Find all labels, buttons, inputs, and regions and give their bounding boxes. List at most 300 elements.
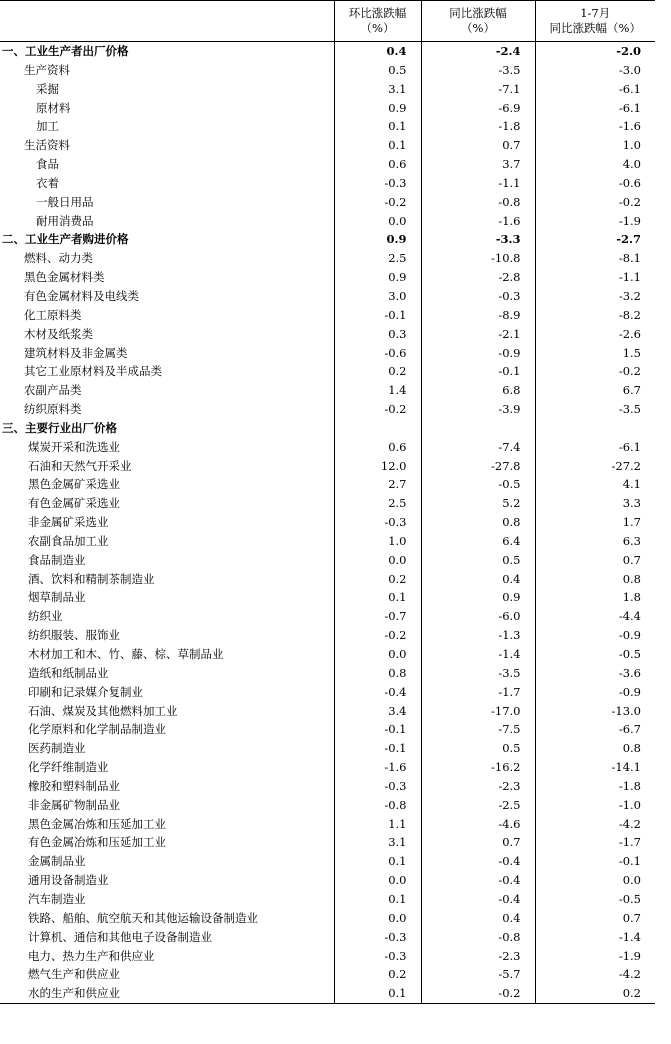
row-yoy-value: -0.5 — [421, 475, 535, 494]
table-row — [0, 984, 655, 1003]
row-ytd-value: -1.9 — [535, 947, 655, 966]
row-mom-value: 2.7 — [334, 475, 421, 494]
row-ytd-value: 0.2 — [535, 984, 655, 1003]
row-ytd-value: 1.7 — [535, 513, 655, 532]
row-yoy-value: -4.6 — [421, 815, 535, 834]
row-yoy-value: -1.1 — [421, 174, 535, 193]
table-row — [0, 306, 655, 325]
row-label-cell — [0, 965, 334, 984]
row-label: 金属制品业 — [28, 854, 86, 869]
row-mom-value: 1.0 — [334, 532, 421, 551]
row-label: 酒、饮料和精制茶制造业 — [28, 571, 155, 586]
row-label: 造纸和纸制品业 — [28, 665, 109, 680]
row-mom-value: 3.1 — [334, 833, 421, 852]
row-yoy-value: -7.1 — [421, 80, 535, 99]
header-mom-line-2: （%） — [360, 21, 395, 35]
row-label-cell — [0, 438, 334, 457]
row-mom-value: 0.5 — [334, 61, 421, 80]
row-yoy-value: -7.4 — [421, 438, 535, 457]
row-yoy-value: -6.0 — [421, 607, 535, 626]
row-label-cell — [0, 99, 334, 118]
row-label-cell — [0, 513, 334, 532]
row-yoy-value: -0.3 — [421, 287, 535, 306]
header-ytd-line-2: 同比涨跌幅（%） — [549, 21, 641, 35]
row-yoy-value: 0.7 — [421, 833, 535, 852]
row-ytd-value: -2.0 — [535, 42, 655, 61]
row-mom-value: 3.1 — [334, 80, 421, 99]
row-mom-value: -0.7 — [334, 607, 421, 626]
row-label: 黑色金属材料类 — [24, 270, 105, 285]
row-yoy-value: -0.4 — [421, 890, 535, 909]
table-row — [0, 645, 655, 664]
row-mom-value: 0.9 — [334, 268, 421, 287]
row-label: 非金属矿物制品业 — [28, 797, 120, 812]
row-label: 生活资料 — [24, 138, 70, 153]
table-row — [0, 494, 655, 513]
row-yoy-value: -1.3 — [421, 626, 535, 645]
row-label-cell — [0, 61, 334, 80]
header-yoy-line-1: 同比涨跌幅 — [449, 6, 507, 20]
table-row — [0, 381, 655, 400]
row-label: 耐用消费品 — [36, 213, 94, 228]
table-row — [0, 570, 655, 589]
row-ytd-value: -8.1 — [535, 249, 655, 268]
row-label: 医药制造业 — [28, 741, 86, 756]
row-yoy-value: -0.8 — [421, 193, 535, 212]
table-row — [0, 193, 655, 212]
row-ytd-value: -14.1 — [535, 758, 655, 777]
table-row — [0, 758, 655, 777]
row-mom-value: -0.3 — [334, 174, 421, 193]
row-mom-value: -0.3 — [334, 947, 421, 966]
row-yoy-value: -27.8 — [421, 457, 535, 476]
row-ytd-value: -0.9 — [535, 683, 655, 702]
row-mom-value: 1.1 — [334, 815, 421, 834]
row-ytd-value: -1.6 — [535, 117, 655, 136]
header-label-cell — [0, 1, 334, 42]
row-label-cell — [0, 909, 334, 928]
row-label: 黑色金属矿采选业 — [28, 477, 120, 492]
row-label-cell — [0, 664, 334, 683]
row-label: 水的生产和供应业 — [28, 986, 120, 1001]
row-yoy-value: -10.8 — [421, 249, 535, 268]
row-label: 化工原料类 — [24, 307, 82, 322]
table-row — [0, 796, 655, 815]
row-label: 纺织服装、服饰业 — [28, 628, 120, 643]
row-label-cell — [0, 362, 334, 381]
row-ytd-value: -0.1 — [535, 852, 655, 871]
row-mom-value: -0.8 — [334, 796, 421, 815]
row-label: 原材料 — [36, 100, 71, 115]
row-yoy-value: -1.6 — [421, 212, 535, 231]
table-row — [0, 664, 655, 683]
row-yoy-value: 0.4 — [421, 570, 535, 589]
row-ytd-value: 6.7 — [535, 381, 655, 400]
row-yoy-value: -2.5 — [421, 796, 535, 815]
table-row — [0, 890, 655, 909]
row-label: 煤炭开采和洗选业 — [28, 439, 120, 454]
row-label: 一般日用品 — [36, 194, 94, 209]
row-ytd-value: -1.9 — [535, 212, 655, 231]
row-mom-value: -0.3 — [334, 777, 421, 796]
row-yoy-value: -5.7 — [421, 965, 535, 984]
row-yoy-value: -0.9 — [421, 344, 535, 363]
row-ytd-value: 0.0 — [535, 871, 655, 890]
row-mom-value: 0.2 — [334, 570, 421, 589]
row-label-cell — [0, 230, 334, 249]
row-mom-value: 3.0 — [334, 287, 421, 306]
row-ytd-value: -1.0 — [535, 796, 655, 815]
row-yoy-value: 0.9 — [421, 588, 535, 607]
row-label: 化学原料和化学制品制造业 — [28, 722, 166, 737]
row-mom-value: 0.9 — [334, 99, 421, 118]
row-yoy-value — [421, 419, 535, 438]
row-label: 食品制造业 — [28, 552, 86, 567]
row-ytd-value: -3.2 — [535, 287, 655, 306]
table-row — [0, 532, 655, 551]
row-yoy-value: 6.8 — [421, 381, 535, 400]
header-ytd — [535, 1, 655, 42]
row-ytd-value: -0.2 — [535, 362, 655, 381]
table-row — [0, 871, 655, 890]
header-yoy-line-2: （%） — [461, 21, 495, 35]
row-yoy-value: -17.0 — [421, 702, 535, 721]
row-label-cell — [0, 381, 334, 400]
row-mom-value: -0.2 — [334, 193, 421, 212]
row-label: 石油和天然气开采业 — [28, 458, 132, 473]
row-label: 加工 — [36, 119, 59, 134]
row-label: 三、主要行业出厂价格 — [2, 420, 117, 435]
row-ytd-value: -0.2 — [535, 193, 655, 212]
row-label-cell — [0, 419, 334, 438]
row-yoy-value: -16.2 — [421, 758, 535, 777]
row-label-cell — [0, 607, 334, 626]
row-label-cell — [0, 268, 334, 287]
row-ytd-value: -6.1 — [535, 80, 655, 99]
row-mom-value: -0.4 — [334, 683, 421, 702]
row-label: 一、工业生产者出厂价格 — [2, 44, 129, 58]
row-label: 二、工业生产者购进价格 — [2, 232, 129, 247]
row-mom-value: -0.2 — [334, 400, 421, 419]
row-label: 纺织业 — [28, 609, 63, 624]
row-label: 烟草制品业 — [28, 590, 86, 605]
row-ytd-value: -13.0 — [535, 702, 655, 721]
table-row — [0, 325, 655, 344]
row-ytd-value: 1.8 — [535, 588, 655, 607]
row-ytd-value: -4.4 — [535, 607, 655, 626]
table-row — [0, 909, 655, 928]
row-mom-value: -0.1 — [334, 739, 421, 758]
table-body — [0, 42, 655, 1004]
row-label: 通用设备制造业 — [28, 873, 109, 888]
row-label-cell — [0, 928, 334, 947]
table-row — [0, 438, 655, 457]
row-yoy-value: 3.7 — [421, 155, 535, 174]
row-yoy-value: -7.5 — [421, 720, 535, 739]
row-label-cell — [0, 947, 334, 966]
table-row — [0, 155, 655, 174]
row-yoy-value: -2.4 — [421, 42, 535, 61]
row-mom-value: 0.2 — [334, 362, 421, 381]
row-label: 建筑材料及非金属类 — [24, 345, 128, 360]
row-mom-value: 0.8 — [334, 664, 421, 683]
row-label: 计算机、通信和其他电子设备制造业 — [28, 929, 212, 944]
table-row — [0, 174, 655, 193]
table-row — [0, 136, 655, 155]
row-mom-value: 0.1 — [334, 890, 421, 909]
row-ytd-value: -0.9 — [535, 626, 655, 645]
row-ytd-value: -6.1 — [535, 99, 655, 118]
row-label: 黑色金属冶炼和压延加工业 — [28, 816, 166, 831]
header-yoy — [421, 1, 535, 42]
row-label-cell — [0, 852, 334, 871]
table-row — [0, 607, 655, 626]
row-label-cell — [0, 400, 334, 419]
row-ytd-value: -0.5 — [535, 890, 655, 909]
table-row — [0, 475, 655, 494]
table-row — [0, 362, 655, 381]
row-label-cell — [0, 815, 334, 834]
row-mom-value: 0.1 — [334, 984, 421, 1003]
table-row — [0, 928, 655, 947]
row-mom-value: 0.0 — [334, 212, 421, 231]
row-label: 木材加工和木、竹、藤、棕、草制品业 — [28, 647, 224, 661]
row-label-cell — [0, 796, 334, 815]
table-row — [0, 965, 655, 984]
row-ytd-value: 0.7 — [535, 551, 655, 570]
row-ytd-value: 4.1 — [535, 475, 655, 494]
row-mom-value: 0.6 — [334, 155, 421, 174]
row-label: 有色金属材料及电线类 — [24, 288, 139, 303]
row-label: 橡胶和塑料制品业 — [28, 778, 120, 793]
row-ytd-value: -2.7 — [535, 230, 655, 249]
row-yoy-value: -2.3 — [421, 777, 535, 796]
table-row — [0, 344, 655, 363]
table-row — [0, 777, 655, 796]
row-mom-value: 0.0 — [334, 551, 421, 570]
row-yoy-value: 0.7 — [421, 136, 535, 155]
row-label-cell — [0, 739, 334, 758]
row-ytd-value: -1.8 — [535, 777, 655, 796]
table-row — [0, 815, 655, 834]
row-mom-value: 12.0 — [334, 457, 421, 476]
table-row — [0, 551, 655, 570]
header-ytd-line-1: 1-7月 — [580, 6, 611, 20]
row-yoy-value: -3.3 — [421, 230, 535, 249]
row-ytd-value: -3.0 — [535, 61, 655, 80]
row-yoy-value: -0.8 — [421, 928, 535, 947]
row-ytd-value: -1.1 — [535, 268, 655, 287]
row-label-cell — [0, 758, 334, 777]
row-label: 其它工业原材料及半成品类 — [24, 364, 162, 379]
row-label: 非金属矿采选业 — [28, 515, 109, 530]
row-label-cell — [0, 306, 334, 325]
row-yoy-value: -3.9 — [421, 400, 535, 419]
row-ytd-value: 1.0 — [535, 136, 655, 155]
row-label-cell — [0, 212, 334, 231]
row-yoy-value: -0.2 — [421, 984, 535, 1003]
row-yoy-value: -8.9 — [421, 306, 535, 325]
row-mom-value: -0.3 — [334, 928, 421, 947]
row-label: 燃料、动力类 — [24, 251, 93, 266]
row-yoy-value: 0.8 — [421, 513, 535, 532]
table-row — [0, 268, 655, 287]
row-label: 化学纤维制造业 — [28, 760, 109, 775]
table-row — [0, 588, 655, 607]
header-mom-line-1: 环比涨跌幅 — [348, 6, 407, 20]
row-ytd-value: -1.7 — [535, 833, 655, 852]
row-yoy-value: -3.5 — [421, 61, 535, 80]
row-mom-value: 3.4 — [334, 702, 421, 721]
row-mom-value: -0.2 — [334, 626, 421, 645]
table-row — [0, 513, 655, 532]
row-ytd-value: -4.2 — [535, 815, 655, 834]
row-yoy-value: -0.4 — [421, 852, 535, 871]
row-yoy-value: 0.4 — [421, 909, 535, 928]
row-label-cell — [0, 287, 334, 306]
table-header-row — [0, 1, 655, 42]
row-mom-value — [334, 419, 421, 438]
row-mom-value: 0.6 — [334, 438, 421, 457]
row-label-cell — [0, 193, 334, 212]
row-label-cell — [0, 249, 334, 268]
row-label: 燃气生产和供应业 — [28, 967, 120, 982]
row-yoy-value: -3.5 — [421, 664, 535, 683]
row-label: 食品 — [36, 157, 59, 172]
row-yoy-value: -1.4 — [421, 645, 535, 664]
row-yoy-value: -1.8 — [421, 117, 535, 136]
row-ytd-value: -3.5 — [535, 400, 655, 419]
row-mom-value: 2.5 — [334, 494, 421, 513]
row-label-cell — [0, 777, 334, 796]
table-row — [0, 80, 655, 99]
row-mom-value: 0.4 — [334, 42, 421, 61]
row-ytd-value: 0.8 — [535, 570, 655, 589]
row-ytd-value: 0.8 — [535, 739, 655, 758]
table-row — [0, 739, 655, 758]
row-mom-value: -0.1 — [334, 720, 421, 739]
row-label: 石油、煤炭及其他燃料加工业 — [28, 703, 178, 718]
row-mom-value: 0.1 — [334, 117, 421, 136]
row-label-cell — [0, 702, 334, 721]
row-label: 铁路、船舶、航空航天和其他运输设备制造业 — [28, 910, 258, 925]
row-mom-value: 0.3 — [334, 325, 421, 344]
row-mom-value: 0.1 — [334, 588, 421, 607]
row-mom-value: 0.0 — [334, 909, 421, 928]
row-label: 电力、热力生产和供应业 — [28, 948, 155, 963]
table-row — [0, 419, 655, 438]
row-label: 采掘 — [36, 81, 59, 96]
row-label: 衣着 — [36, 175, 59, 190]
row-yoy-value: 6.4 — [421, 532, 535, 551]
table-row — [0, 457, 655, 476]
row-mom-value: 2.5 — [334, 249, 421, 268]
row-ytd-value: -6.7 — [535, 720, 655, 739]
row-mom-value: -0.3 — [334, 513, 421, 532]
row-yoy-value: 0.5 — [421, 739, 535, 758]
table-row — [0, 400, 655, 419]
row-ytd-value: -8.2 — [535, 306, 655, 325]
row-label-cell — [0, 325, 334, 344]
row-ytd-value: -1.4 — [535, 928, 655, 947]
row-mom-value: 0.0 — [334, 645, 421, 664]
row-label-cell — [0, 645, 334, 664]
row-mom-value: -0.6 — [334, 344, 421, 363]
table-row — [0, 249, 655, 268]
table-row — [0, 42, 655, 61]
row-yoy-value: 5.2 — [421, 494, 535, 513]
row-yoy-value: -0.1 — [421, 362, 535, 381]
table-row — [0, 702, 655, 721]
row-label-cell — [0, 890, 334, 909]
row-label-cell — [0, 683, 334, 702]
row-label: 农副食品加工业 — [28, 533, 109, 548]
row-ytd-value: 3.3 — [535, 494, 655, 513]
row-label-cell — [0, 720, 334, 739]
row-yoy-value: -1.7 — [421, 683, 535, 702]
row-label-cell — [0, 155, 334, 174]
table-row — [0, 683, 655, 702]
header-mom — [334, 1, 421, 42]
row-mom-value: 0.0 — [334, 871, 421, 890]
table-row — [0, 230, 655, 249]
row-label-cell — [0, 551, 334, 570]
row-label-cell — [0, 42, 334, 61]
row-label-cell — [0, 570, 334, 589]
table-row — [0, 61, 655, 80]
table-row — [0, 287, 655, 306]
table-row — [0, 947, 655, 966]
row-label-cell — [0, 494, 334, 513]
row-label-cell — [0, 475, 334, 494]
row-label: 纺织原料类 — [24, 402, 82, 417]
row-yoy-value: 0.5 — [421, 551, 535, 570]
row-ytd-value: -0.6 — [535, 174, 655, 193]
table-row — [0, 117, 655, 136]
table-row — [0, 833, 655, 852]
row-label-cell — [0, 117, 334, 136]
row-ytd-value: -3.6 — [535, 664, 655, 683]
row-label-cell — [0, 136, 334, 155]
row-mom-value: -0.1 — [334, 306, 421, 325]
row-label-cell — [0, 532, 334, 551]
row-label: 有色金属冶炼和压延加工业 — [28, 835, 166, 850]
row-label-cell — [0, 344, 334, 363]
row-mom-value: 0.1 — [334, 136, 421, 155]
table-row — [0, 626, 655, 645]
row-ytd-value: 1.5 — [535, 344, 655, 363]
row-ytd-value: -27.2 — [535, 457, 655, 476]
row-yoy-value: -0.4 — [421, 871, 535, 890]
row-mom-value: -1.6 — [334, 758, 421, 777]
row-ytd-value: -4.2 — [535, 965, 655, 984]
table-row — [0, 720, 655, 739]
row-label-cell — [0, 626, 334, 645]
row-ytd-value — [535, 419, 655, 438]
row-yoy-value: -2.3 — [421, 947, 535, 966]
row-label-cell — [0, 588, 334, 607]
row-ytd-value: -0.5 — [535, 645, 655, 664]
table-row — [0, 212, 655, 231]
row-ytd-value: 0.7 — [535, 909, 655, 928]
row-ytd-value: 6.3 — [535, 532, 655, 551]
row-yoy-value: -2.1 — [421, 325, 535, 344]
table-row — [0, 99, 655, 118]
row-label-cell — [0, 174, 334, 193]
row-label-cell — [0, 871, 334, 890]
row-yoy-value: -6.9 — [421, 99, 535, 118]
row-ytd-value: 4.0 — [535, 155, 655, 174]
